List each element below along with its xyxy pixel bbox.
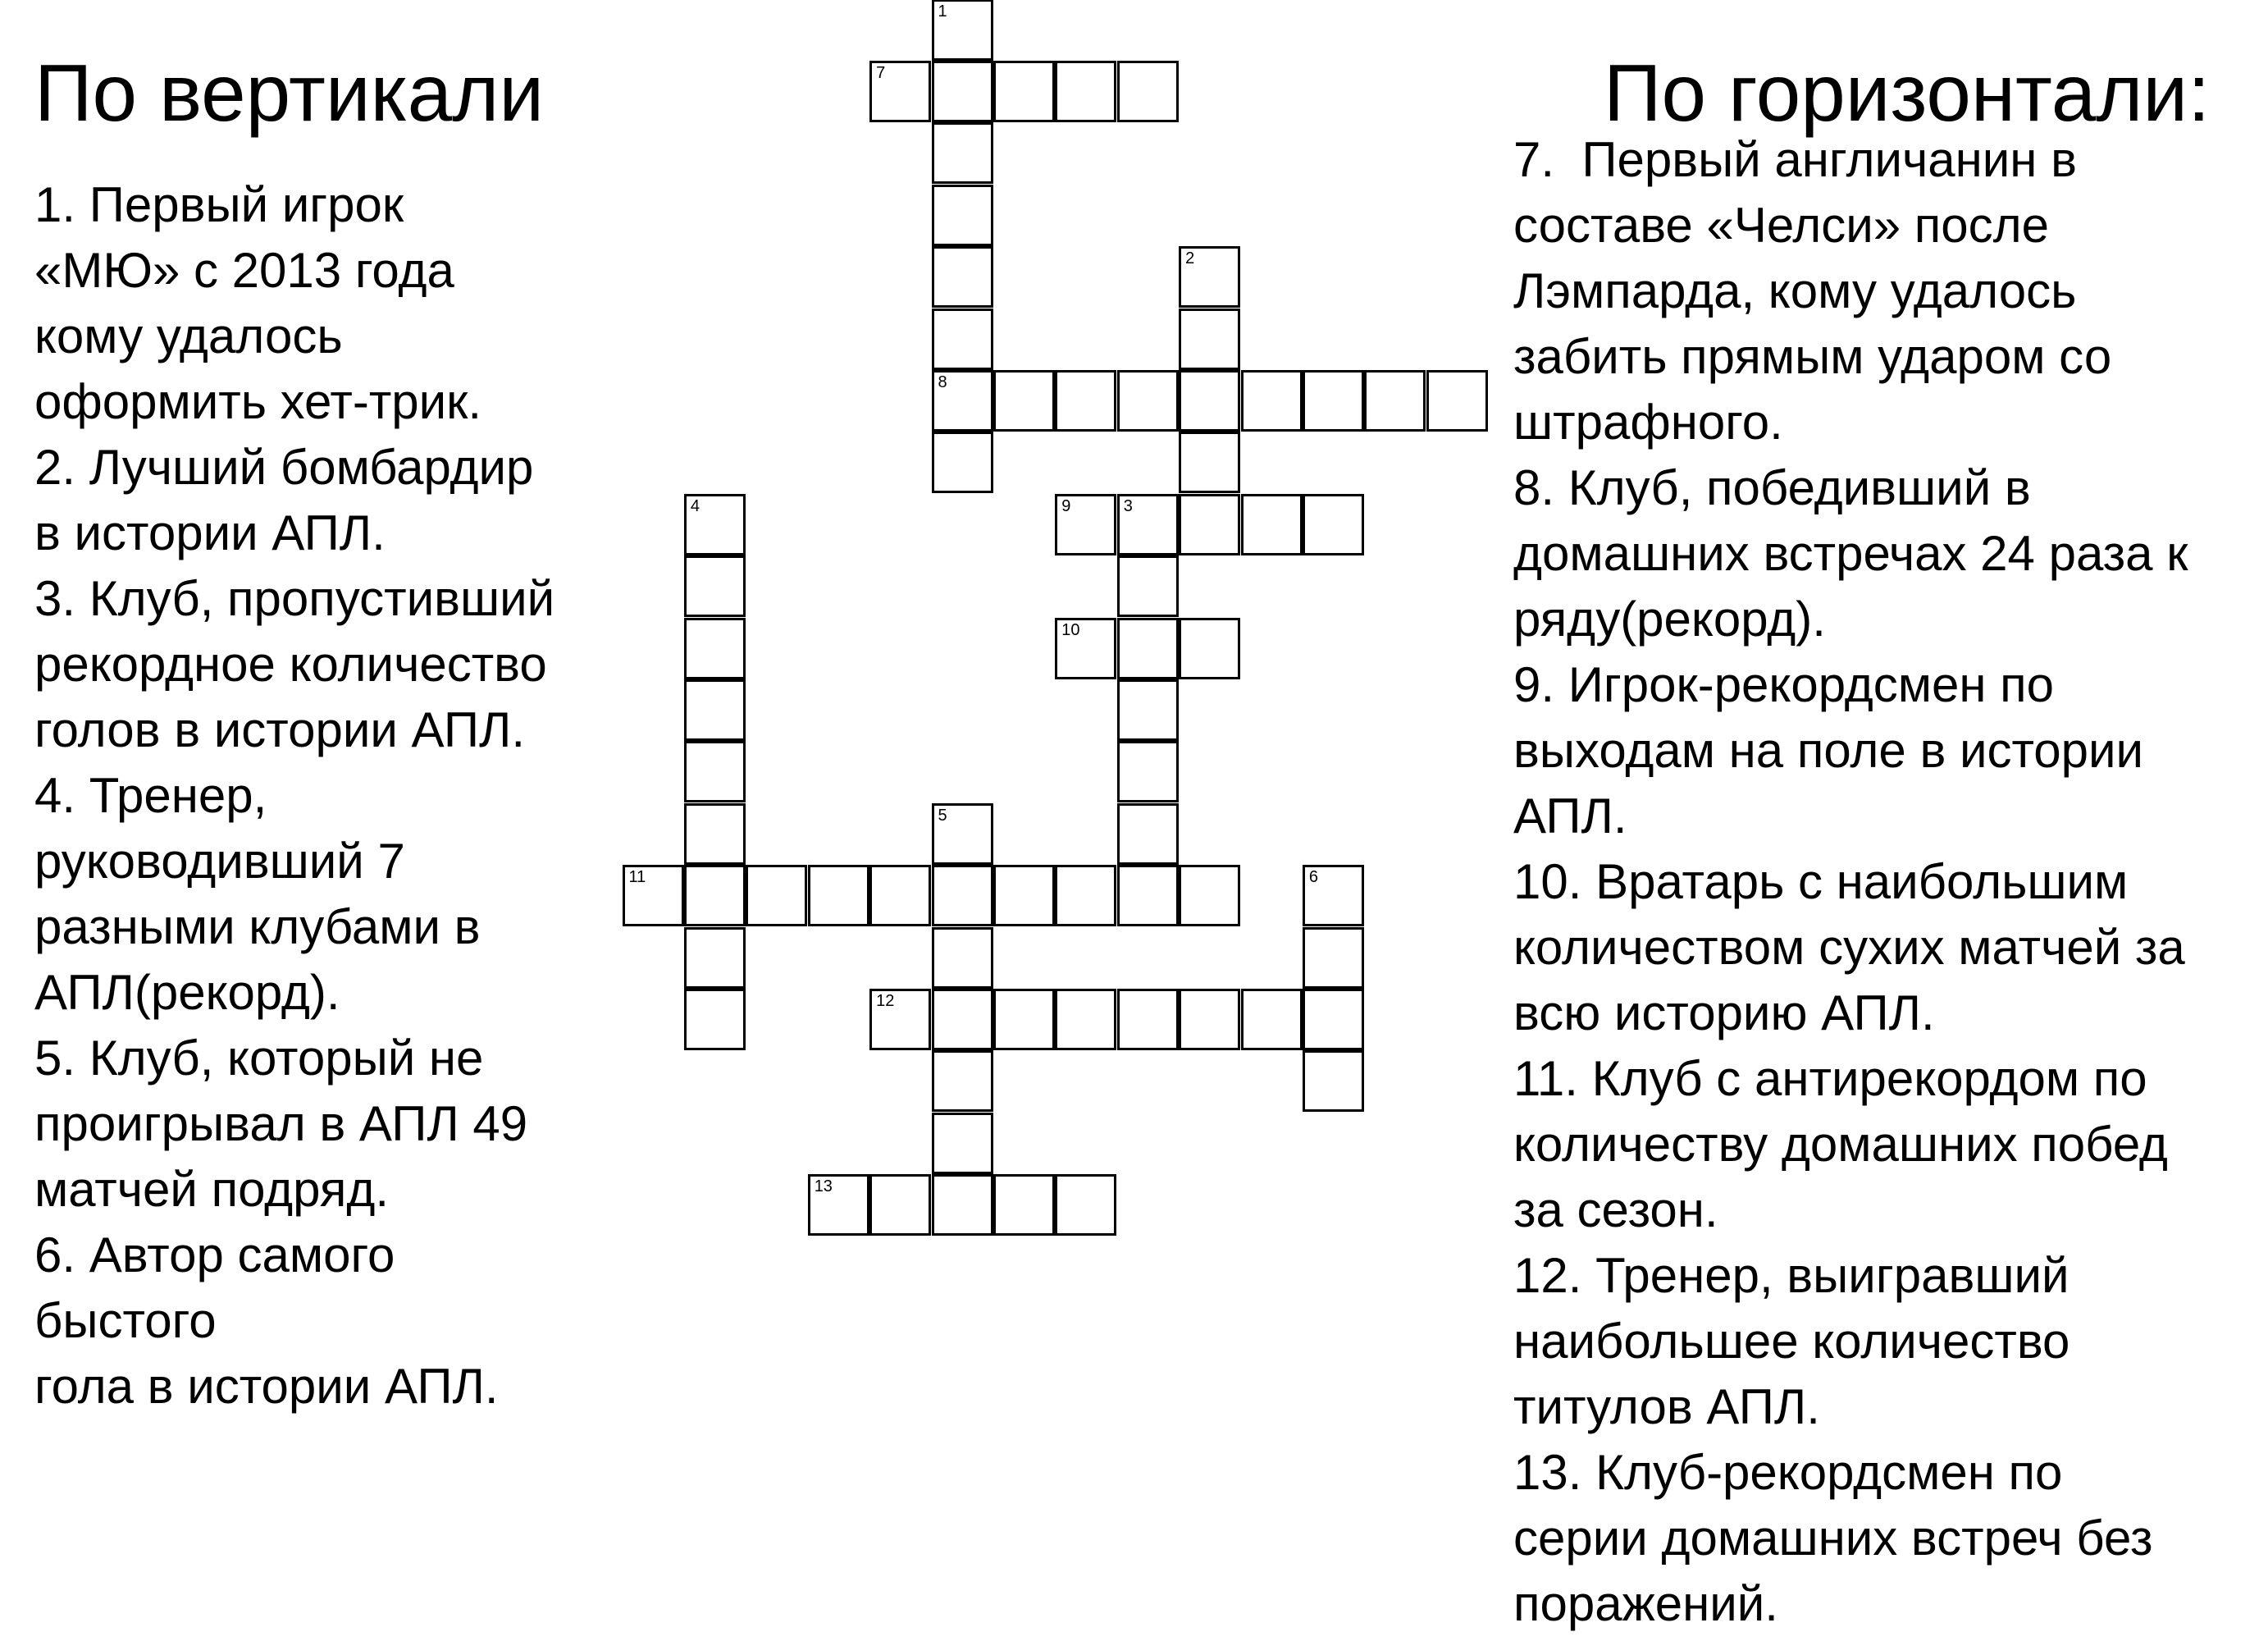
crossword-cell[interactable] bbox=[684, 741, 746, 802]
crossword-cell[interactable] bbox=[684, 803, 746, 865]
crossword-cell[interactable] bbox=[1055, 370, 1116, 432]
crossword-cell[interactable] bbox=[1179, 370, 1240, 432]
crossword-cell[interactable] bbox=[932, 370, 993, 432]
crossword-cell[interactable] bbox=[1241, 494, 1303, 555]
crossword-cell[interactable] bbox=[1179, 309, 1240, 370]
crossword-cell[interactable] bbox=[1117, 865, 1179, 926]
across-clue-11: 11. Клуб с антирекордом по количеству домашних побед за сезон. bbox=[1513, 1051, 2168, 1237]
crossword-cell[interactable] bbox=[869, 61, 931, 122]
crossword-cell[interactable] bbox=[1117, 741, 1179, 802]
clue-number: 11 bbox=[628, 868, 646, 887]
crossword-cell[interactable] bbox=[932, 309, 993, 370]
crossword-cell[interactable] bbox=[932, 989, 993, 1050]
crossword-cell[interactable] bbox=[684, 865, 746, 926]
crossword-cell[interactable] bbox=[1055, 865, 1116, 926]
crossword-cell[interactable] bbox=[993, 1174, 1055, 1236]
crossword-cell[interactable] bbox=[1055, 61, 1116, 122]
crossword-cell[interactable] bbox=[1179, 989, 1240, 1050]
clue-number: 2 bbox=[1185, 249, 1195, 268]
crossword-cell[interactable] bbox=[1303, 494, 1364, 555]
crossword-cell[interactable] bbox=[993, 865, 1055, 926]
crossword-cell[interactable] bbox=[1179, 494, 1240, 555]
clue-number: 1 bbox=[938, 2, 947, 21]
crossword-cell[interactable] bbox=[932, 803, 993, 865]
crossword-cell[interactable] bbox=[1241, 989, 1303, 1050]
clue-number: 4 bbox=[690, 496, 700, 515]
across-clue-9: 9. Игрок-рекордсмен по выходам на поле в истории АПЛ. bbox=[1513, 657, 2144, 843]
across-clue-10: 10. Вратарь с наибольшим количеством сухих матчей за всю историю АПЛ. bbox=[1513, 854, 2185, 1040]
crossword-cell[interactable] bbox=[1055, 494, 1116, 555]
down-clue-6: 6. Автор самого быстого гола в истории АПЛ. bbox=[34, 1227, 499, 1414]
clue-number: 12 bbox=[876, 991, 895, 1010]
crossword-cell[interactable] bbox=[993, 989, 1055, 1050]
across-clue-7: 7. Первый англичанин в составе «Челси» после Лэмпарда, кому удалось забить прямым ударом со штрафного. bbox=[1513, 132, 2112, 450]
crossword-cell[interactable] bbox=[1364, 370, 1426, 432]
crossword-cell[interactable] bbox=[1303, 1050, 1364, 1112]
clue-number: 13 bbox=[814, 1177, 833, 1196]
clue-number: 10 bbox=[1061, 620, 1080, 639]
clue-number: 6 bbox=[1308, 868, 1319, 887]
down-clue-1: 1. Первый игрок «МЮ» с 2013 года кому удалось оформить хет-трик. bbox=[34, 177, 482, 429]
crossword-cell[interactable] bbox=[993, 370, 1055, 432]
crossword-cell[interactable] bbox=[1303, 989, 1364, 1050]
crossword-cell[interactable] bbox=[684, 927, 746, 989]
crossword-cell[interactable] bbox=[684, 555, 746, 617]
crossword-cell[interactable] bbox=[1179, 865, 1240, 926]
crossword-cell[interactable] bbox=[932, 927, 993, 989]
clue-number: 5 bbox=[938, 806, 947, 825]
crossword-cell[interactable] bbox=[746, 865, 807, 926]
crossword-cell[interactable] bbox=[808, 865, 869, 926]
down-clue-3: 3. Клуб, пропустивший рекордное количество голов в истории АПЛ. bbox=[34, 571, 555, 757]
crossword-cell[interactable] bbox=[1117, 61, 1179, 122]
crossword-cell[interactable] bbox=[932, 61, 993, 122]
crossword-cell[interactable] bbox=[869, 1174, 931, 1236]
crossword-cell[interactable] bbox=[1117, 618, 1179, 679]
clue-number: 9 bbox=[1061, 496, 1071, 515]
down-clue-2: 2. Лучший бомбардир в истории АПЛ. bbox=[34, 440, 534, 560]
crossword-cell[interactable] bbox=[1117, 555, 1179, 617]
crossword-cell[interactable] bbox=[932, 185, 993, 246]
crossword-cell[interactable] bbox=[1303, 865, 1364, 926]
clue-number: 3 bbox=[1123, 496, 1133, 515]
crossword-cell[interactable] bbox=[932, 432, 993, 493]
crossword-cell[interactable] bbox=[684, 989, 746, 1050]
crossword-cell[interactable] bbox=[1117, 370, 1179, 432]
crossword-cell[interactable] bbox=[932, 122, 993, 184]
across-clue-8: 8. Клуб, победивший в домашних встречах 24 раза к ряду(рекорд). bbox=[1513, 460, 2188, 647]
crossword-cell[interactable] bbox=[1117, 679, 1179, 741]
crossword-cell[interactable] bbox=[1303, 370, 1364, 432]
down-clue-4: 4. Тренер, руководивший 7 разными клубами в АПЛ(рекорд). bbox=[34, 768, 481, 1020]
crossword-cell[interactable] bbox=[684, 494, 746, 555]
crossword-cell[interactable] bbox=[1117, 494, 1179, 555]
crossword-cell[interactable] bbox=[932, 1113, 993, 1174]
crossword-cell[interactable] bbox=[684, 679, 746, 741]
clue-number: 7 bbox=[876, 63, 886, 82]
crossword-cell[interactable] bbox=[1241, 370, 1303, 432]
across-heading: По горизонтали: bbox=[1604, 48, 2211, 138]
crossword-cell[interactable] bbox=[993, 61, 1055, 122]
crossword-cell[interactable] bbox=[1426, 370, 1488, 432]
down-clue-5: 5. Клуб, который не проигрывал в АПЛ 49 матчей подряд. bbox=[34, 1031, 528, 1217]
crossword-cell[interactable] bbox=[1179, 432, 1240, 493]
crossword-cell[interactable] bbox=[932, 865, 993, 926]
crossword-cell[interactable] bbox=[869, 865, 931, 926]
crossword-cell[interactable] bbox=[623, 865, 684, 926]
clue-number: 8 bbox=[938, 373, 947, 391]
across-clue-12: 12. Тренер, выигравший наибольшее количество титулов АПЛ. bbox=[1513, 1248, 2070, 1434]
down-heading: По вертикали bbox=[34, 48, 545, 138]
crossword-cell[interactable] bbox=[1303, 927, 1364, 989]
crossword-cell[interactable] bbox=[932, 1050, 993, 1112]
crossword-cell[interactable] bbox=[869, 989, 931, 1050]
crossword-cell[interactable] bbox=[932, 0, 993, 61]
crossword-cell[interactable] bbox=[1055, 1174, 1116, 1236]
crossword-cell[interactable] bbox=[1179, 246, 1240, 308]
crossword-cell[interactable] bbox=[1055, 989, 1116, 1050]
crossword-cell[interactable] bbox=[1117, 803, 1179, 865]
across-clue-13: 13. Клуб-рекордсмен по серии домашних встреч без поражений. bbox=[1513, 1445, 2153, 1631]
crossword-cell[interactable] bbox=[684, 618, 746, 679]
crossword-cell[interactable] bbox=[808, 1174, 869, 1236]
crossword-cell[interactable] bbox=[1055, 618, 1116, 679]
crossword-cell[interactable] bbox=[932, 1174, 993, 1236]
crossword-cell[interactable] bbox=[1117, 989, 1179, 1050]
crossword-cell[interactable] bbox=[932, 246, 993, 308]
crossword-cell[interactable] bbox=[1179, 618, 1240, 679]
